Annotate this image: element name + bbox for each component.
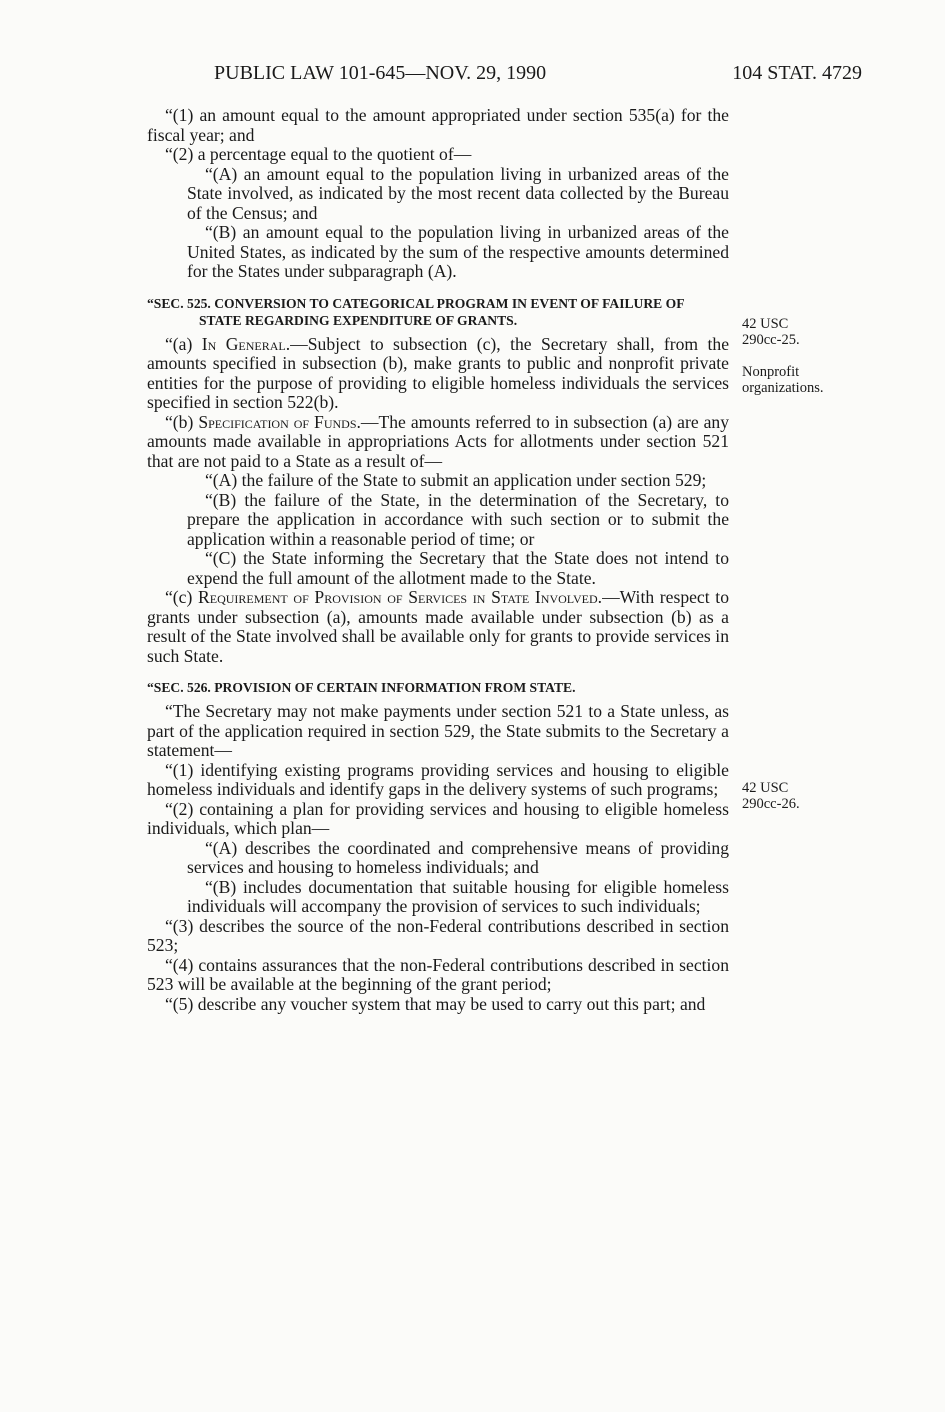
para-525b-c: “(C) the State informing the Secretary that the State does not intend to expend the full amount of the allotment made to the State.	[187, 548, 729, 588]
document-body	[147, 106, 729, 1014]
para-526-4: “(4) contains assurances that the non-Federal contributions described in section 523 will be available at the beginning of the grant period;	[147, 954, 729, 994]
nonprofit-label-1: Nonprofit	[742, 364, 800, 380]
margin-note-nonprofit	[742, 364, 823, 396]
sec526-usc-label: 42 USC	[742, 780, 789, 796]
nonprofit-label-2: organizations.	[742, 380, 824, 396]
para-525c-prefix: “(c)	[165, 587, 199, 607]
para-2a: “(A) an amount equal to the population living in urbanized areas of the State involved, as indicated by the most recent data collected by the Bureau of the Census; and	[187, 163, 729, 223]
para-525b-prefix: “(b)	[165, 411, 199, 432]
para-526-2b: “(B) includes documentation that suitable housing for eligible homeless individuals will accompany the provision of services to such individuals;	[187, 876, 729, 916]
public-law-title: PUBLIC LAW 101-645—NOV. 29, 1990	[214, 62, 547, 84]
para-525a-heading: In General.	[201, 333, 291, 354]
para-526-2: “(2) containing a plan for providing services and housing to eligible homeless individuals, which plan—	[147, 798, 729, 838]
margin-note-sec526-citation	[742, 780, 800, 812]
para-525c-heading: Requirement of Provision of Services in State Involved.	[198, 587, 603, 607]
section-526-heading: “SEC. 526. PROVISION OF CERTAIN INFORMATION FROM STATE.	[147, 680, 576, 695]
para-2: “(2) a percentage equal to the quotient of—	[165, 144, 472, 164]
stat-page-number: 104 STAT. 4729	[732, 62, 862, 84]
para-525c-text: —With respect to grants under subsection (a), amounts made available under subsection (b) as a result of the State involved shall be available only for grants to provide services in such State.	[147, 587, 729, 666]
para-525b-heading: Specification of Funds.	[198, 411, 361, 432]
para-525b-a: “(A) the failure of the State to submit an application under section 529;	[205, 470, 707, 490]
para-526-intro: “The Secretary may not make payments under section 521 to a State unless, as part of the application required in section 529, the State submits to the Secretary a statement—	[147, 701, 729, 760]
section-525-heading: “SEC. 525. CONVERSION TO CATEGORICAL PROGRAM IN EVENT OF FAILURE OF STATE REGARDING EXPENDITURE OF GRANTS.	[147, 295, 685, 328]
para-526-1: “(1) identifying existing programs providing services and housing to eligible homeless individuals and identify gaps in the delivery systems of such programs;	[147, 759, 729, 799]
para-525b-b: “(B) the failure of the State, in the determination of the Secretary, to prepare the application in accordance with such section or to submit the application within a reasonable period of time; or	[187, 489, 729, 549]
para-525b-text: —The amounts referred to in subsection (a) are any amounts made available in appropriations Acts for allotments under section 521 that are not paid to a State as a result of—	[147, 411, 729, 471]
para-525a	[147, 335, 729, 413]
para-1: “(1) an amount equal to the amount appropriated under section 535(a) for the fiscal year; and	[147, 105, 729, 145]
para-525c	[147, 588, 729, 666]
para-526-5: “(5) describe any voucher system that may be used to carry out this part; and	[165, 993, 706, 1014]
para-2b: “(B) an amount equal to the population living in urbanized areas of the United States, as indicated by the sum of the respective amounts determined for the States under subparagraph (A).	[187, 222, 729, 281]
sec526-usc-code: 290cc-26.	[742, 796, 800, 812]
para-525a-text: —Subject to subsection (c), the Secretary shall, from the amounts specified in subsection (b), make grants to public and nonprofit private entities for the purpose of providing to eligible homeless individuals the services specified in section 522(b).	[147, 333, 730, 412]
para-525b	[147, 413, 729, 472]
sec525-usc-code: 290cc-25.	[742, 332, 800, 348]
sec525-usc-label: 42 USC	[742, 316, 789, 332]
para-526-3: “(3) describes the source of the non-Federal contributions described in section 523;	[147, 915, 729, 955]
para-526-2a: “(A) describes the coordinated and comprehensive means of providing services and housing to homeless individuals; and	[187, 837, 729, 877]
running-header	[150, 62, 862, 88]
margin-note-sec525-citation	[742, 316, 800, 348]
para-525a-prefix: “(a)	[165, 333, 202, 354]
